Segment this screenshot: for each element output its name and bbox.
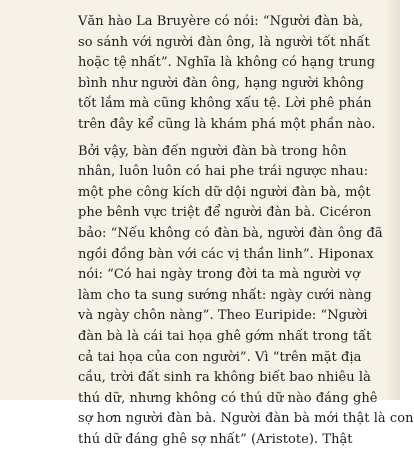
text-line: đàn bà là cái tai họa ghê gớm nhất trong tất xyxy=(78,328,372,344)
text-line: cả tai họa của con người”. Vì “trên mặt địa xyxy=(78,349,362,365)
text-line: một phe công kích dữ dội người đàn bà, một xyxy=(78,184,371,200)
text-line: nhân, luôn luôn có hai phe trái ngược nhau: xyxy=(78,164,369,180)
text-line: ngồi đồng bàn với các vị thần linh”. Hiponax xyxy=(78,246,374,262)
text-line: và ngày chôn nàng”. Theo Euripide: “Người xyxy=(78,308,368,324)
text-line: trên đây kể cũng là khám phá một phần nào. xyxy=(78,116,376,132)
text-line: Bởi vậy, bàn đến người đàn bà trong hôn xyxy=(78,143,347,159)
text-line: sợ hơn người đàn bà. Người đàn bà mới thật là con xyxy=(78,411,414,427)
text-line: thú dữ, nhưng không có thú dữ nào đáng ghê xyxy=(78,390,378,406)
text-line: cầu, trời đất sinh ra không biết bao nhiêu là xyxy=(78,370,371,386)
text-line: thú dữ đáng ghê sợ nhất” (Aristote). Thật xyxy=(78,431,353,447)
text-line: tốt lắm mà cũng không xấu tệ. Lời phê phán xyxy=(78,96,372,112)
text-line: làm cho ta sung sướng nhất: ngày cưới nàng xyxy=(78,287,372,303)
text-line: nói: “Có hai ngày trong đời ta mà người vợ xyxy=(78,267,361,283)
text-line: hoặc tệ nhất”. Nghĩa là không có hạng trung xyxy=(78,55,376,71)
text-line: Văn hào La Bruyère có nói: “Người đàn bà, xyxy=(78,14,364,29)
text-line: bảo: “Nếu không có đàn bà, người đàn ông đã xyxy=(78,225,383,241)
paragraph-2 xyxy=(78,142,414,450)
text-line: bình như người đàn ông, hạng người không xyxy=(78,75,365,91)
text-line: so sánh với người đàn ông, là người tốt nhất xyxy=(78,34,370,50)
text-line: phe bênh vực triệt để người đàn bà. Cicéron xyxy=(78,205,372,221)
paragraph-1 xyxy=(78,12,390,136)
body-text xyxy=(78,12,414,450)
